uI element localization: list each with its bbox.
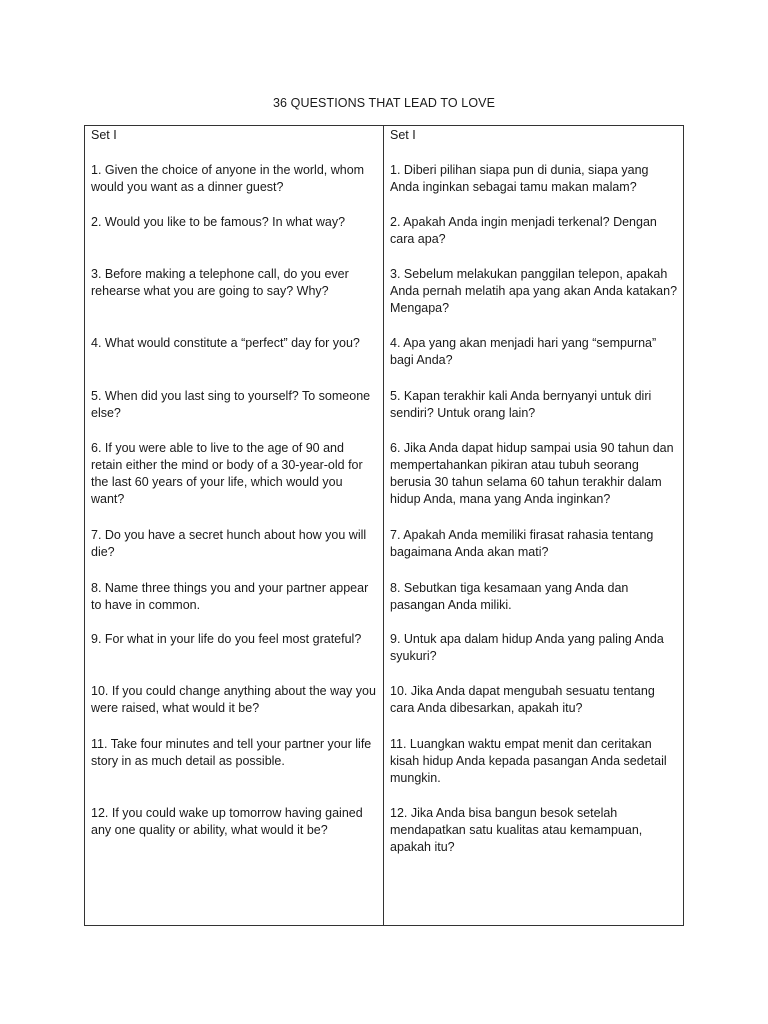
question-en-8: 8. Name three things you and your partner appear to have in common. bbox=[91, 581, 369, 612]
question-id-1: 1. Diberi pilihan siapa pun di dunia, siapa yang Anda inginkan sebagai tamu makan malam? bbox=[390, 163, 649, 194]
question-id-12: 12. Jika Anda bisa bangun besok setelah mendapatkan satu kualitas atau kemampuan, apakah itu? bbox=[390, 806, 643, 854]
question-id-7: 7. Apakah Anda memiliki firasat rahasia tentang bagaimana Anda akan mati? bbox=[390, 528, 654, 559]
question-id-11: 11. Luangkan waktu empat menit dan ceritakan kisah hidup Anda kepada pasangan Anda sedetail mungkin. bbox=[390, 737, 667, 785]
question-id-3: 3. Sebelum melakukan panggilan telepon, apakah Anda pernah melatih apa yang akan Anda katakan? Mengapa? bbox=[390, 267, 678, 315]
question-en-11: 11. Take four minutes and tell your partner your life story in as much detail as possible. bbox=[91, 737, 372, 768]
question-en-5: 5. When did you last sing to yourself? To someone else? bbox=[91, 389, 371, 420]
question-id-10: 10. Jika Anda dapat mengubah sesuatu tentang cara Anda dibesarkan, apakah itu? bbox=[390, 684, 655, 715]
question-en-7: 7. Do you have a secret hunch about how you will die? bbox=[91, 528, 367, 559]
question-en-4: 4. What would constitute a “perfect” day for you? bbox=[91, 336, 360, 350]
question-id-9: 9. Untuk apa dalam hidup Anda yang paling Anda syukuri? bbox=[390, 632, 664, 663]
question-id-8: 8. Sebutkan tiga kesamaan yang Anda dan pasangan Anda miliki. bbox=[390, 581, 629, 612]
question-en-2: 2. Would you like to be famous? In what way? bbox=[91, 215, 346, 229]
question-id-6: 6. Jika Anda dapat hidup sampai usia 90 tahun dan mempertahankan pikiran atau tubuh seorang berusia 30 tahun selama 60 tahun terakhir dalam hidup Anda, mana yang Anda inginkan? bbox=[390, 441, 674, 506]
question-id-4: 4. Apa yang akan menjadi hari yang “sempurna” bagi Anda? bbox=[390, 336, 657, 367]
page-title: 36 QUESTIONS THAT LEAD TO LOVE bbox=[272, 96, 496, 110]
set-label-indonesian: Set I bbox=[390, 128, 416, 142]
question-id-2: 2. Apakah Anda ingin menjadi terkenal? Dengan cara apa? bbox=[390, 215, 657, 246]
question-en-9: 9. For what in your life do you feel most grateful? bbox=[91, 632, 362, 646]
question-en-3: 3. Before making a telephone call, do you ever rehearse what you are going to say? Why? bbox=[91, 267, 349, 298]
question-en-1: 1. Given the choice of anyone in the world, whom would you want as a dinner guest? bbox=[91, 163, 365, 194]
english-column bbox=[85, 126, 384, 925]
question-en-12: 12. If you could wake up tomorrow having gained any one quality or ability, what would it be? bbox=[91, 806, 363, 837]
set-label-english: Set I bbox=[91, 128, 117, 142]
question-en-6: 6. If you were able to live to the age of 90 and retain either the mind or body of a 30-year-old for the last 60 years of your life, which would you want? bbox=[91, 441, 363, 506]
question-id-5: 5. Kapan terakhir kali Anda bernyanyi untuk diri sendiri? Untuk orang lain? bbox=[390, 389, 652, 420]
question-en-10: 10. If you could change anything about the way you were raised, what would it be? bbox=[91, 684, 376, 715]
indonesian-column bbox=[384, 126, 683, 925]
questions-table bbox=[84, 125, 684, 926]
